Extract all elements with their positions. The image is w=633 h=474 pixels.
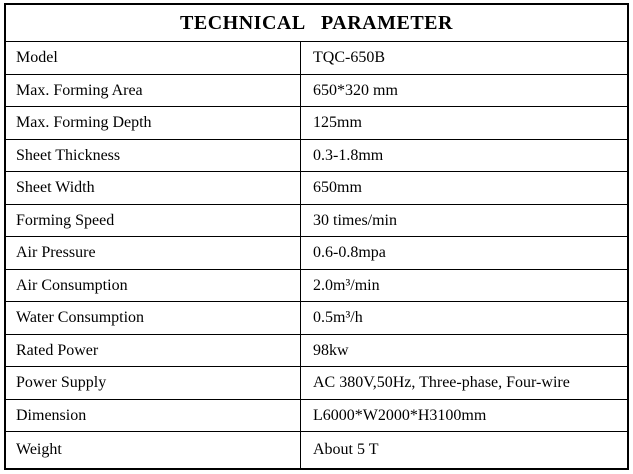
table-row-sheet-width [6,172,627,205]
row-label: Max. Forming Area [6,75,301,107]
table-row-weight [6,432,627,468]
table-title: TECHNICAL PARAMETER [180,11,453,34]
table-row-sheet-thickness [6,140,627,173]
row-label: Sheet Thickness [6,140,301,172]
row-value: 125mm [313,114,362,132]
table-title-row [6,5,627,42]
row-value: 0.6-0.8mpa [313,244,386,262]
row-label: Water Consumption [6,302,301,334]
table-row-forming-speed [6,205,627,238]
row-value: 30 times/min [313,211,397,229]
table-row-max-forming-area [6,75,627,108]
table-row-max-forming-depth [6,107,627,140]
row-value: 98kw [313,341,349,359]
row-value: TQC-650B [313,48,385,66]
row-label: Max. Forming Depth [6,107,301,139]
row-value: AC 380V,50Hz, Three-phase, Four-wire [313,374,570,392]
row-value: 0.5m³/h [313,309,363,327]
table-row-rated-power [6,335,627,368]
table-row-air-pressure [6,237,627,270]
table-row-model [6,42,627,75]
row-value: 2.0m³/min [313,276,380,294]
row-label: Dimension [6,400,301,432]
table-row-water-consumption [6,302,627,335]
row-label: Rated Power [6,335,301,367]
row-value: 0.3-1.8mm [313,146,384,164]
row-label: Weight [6,432,301,468]
table-row-power-supply [6,367,627,400]
row-value: L6000*W2000*H3100mm [313,406,487,424]
table-row-dimension [6,400,627,433]
table-row-air-consumption [6,270,627,303]
row-label: Air Pressure [6,237,301,269]
row-value: About 5 T [313,441,379,459]
row-value: 650mm [313,179,362,197]
row-label: Forming Speed [6,205,301,237]
row-label: Sheet Width [6,172,301,204]
technical-parameter-table [4,3,629,470]
row-label: Model [6,42,301,74]
row-label: Power Supply [6,367,301,399]
row-label: Air Consumption [6,270,301,302]
row-value: 650*320 mm [313,81,398,99]
